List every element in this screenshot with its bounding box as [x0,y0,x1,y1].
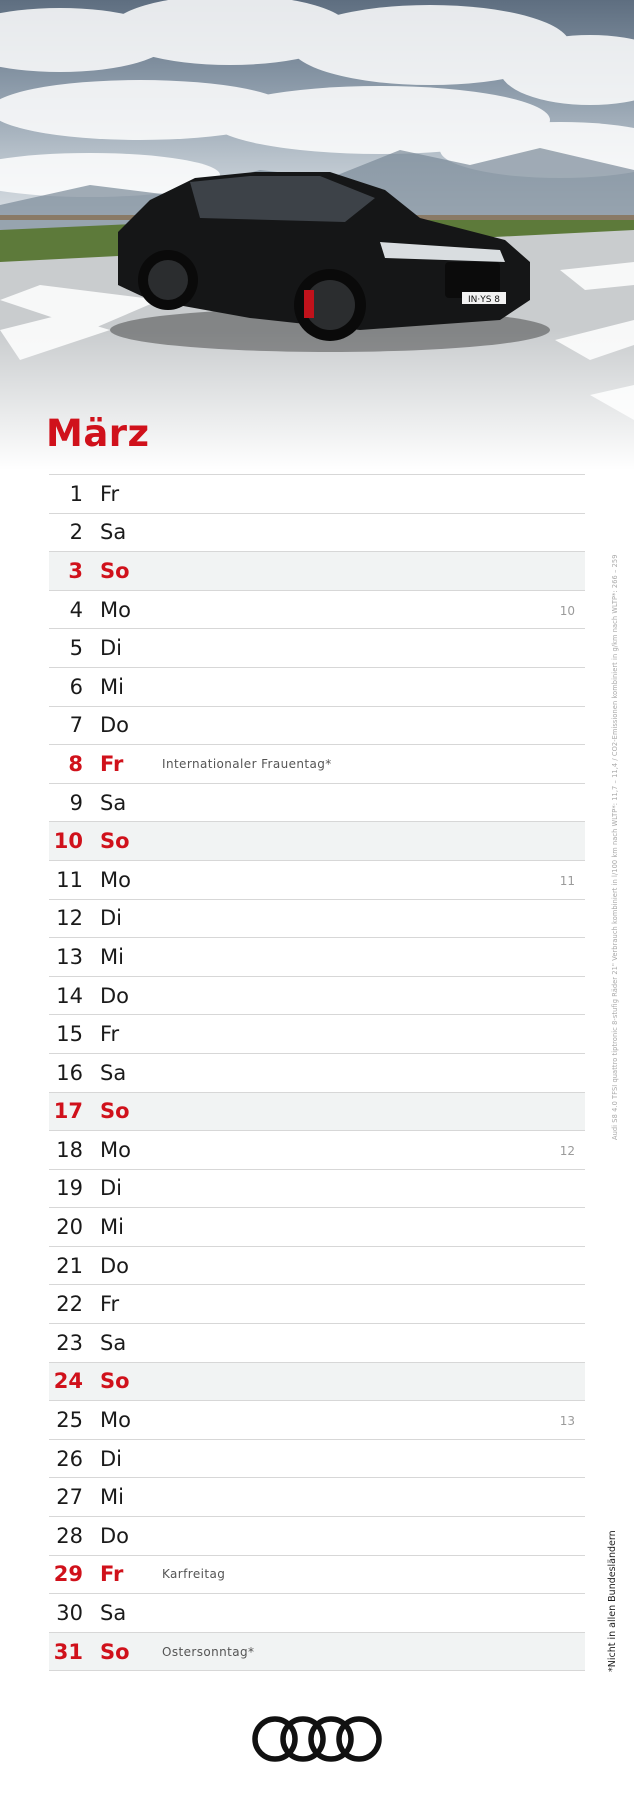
day-number: 18 [56,1137,83,1162]
weekday-name: Sa [100,790,127,815]
holiday-label: Internationaler Frauentag* [162,756,332,771]
calendar-row [49,629,585,668]
calendar-row [49,475,585,514]
day-number: 31 [53,1639,83,1664]
license-plate-text: IN·YS 8 [467,295,501,305]
week-number: 11 [559,873,575,888]
weekday-name: Mi [100,1485,124,1510]
calendar-row [49,977,585,1016]
month-title: März [46,412,150,455]
calendar-row [49,1517,585,1556]
day-number: 21 [56,1253,83,1278]
calendar-row [49,1093,585,1132]
day-number: 2 [69,520,83,545]
calendar-row [49,1170,585,1209]
weekday-name: Do [100,1523,130,1548]
holiday-label: Karfreitag [162,1567,226,1582]
day-number: 10 [53,829,83,854]
weekday-name: Mo [100,867,131,892]
weekday-name: Mo [100,1408,131,1433]
day-number: 23 [56,1330,83,1355]
weekday-name: Mo [100,1137,131,1162]
weekday-name: Sa [100,1060,127,1085]
day-number: 6 [69,674,83,699]
week-number: 10 [559,603,575,618]
calendar-row [49,900,585,939]
day-number: 27 [56,1485,83,1510]
day-number: 1 [69,481,83,506]
holiday-footnote: *Nicht in allen Bundesländern [607,1530,618,1672]
day-number: 3 [68,558,83,583]
day-number: 8 [68,751,83,776]
day-number: 19 [56,1176,83,1201]
day-number: 25 [56,1408,83,1433]
calendar-row [49,1208,585,1247]
calendar-row [49,1247,585,1286]
weekday-name: Sa [100,520,127,545]
calendar-row [49,784,585,823]
day-number: 17 [53,1099,83,1124]
weekday-name: So [100,558,130,583]
day-number: 14 [56,983,83,1008]
calendar-row [49,1594,585,1633]
day-number: 5 [69,636,83,661]
calendar-row [49,1324,585,1363]
weekday-name: Fr [100,751,124,776]
day-number: 28 [56,1523,83,1548]
calendar-row [49,822,585,861]
day-number: 24 [53,1369,83,1394]
weekday-name: Do [100,1253,130,1278]
calendar-row [49,591,585,630]
calendar-row [49,552,585,591]
weekday-name: Sa [100,1330,127,1355]
day-number: 22 [56,1292,83,1317]
day-number: 15 [56,1022,83,1047]
weekday-name: Fr [100,481,120,506]
weekday-name: So [100,1639,130,1664]
calendar-table [49,474,585,1671]
audi-logo [251,1714,383,1764]
calendar-row [49,668,585,707]
day-number: 9 [69,790,83,815]
calendar-row [49,1556,585,1595]
weekday-name: So [100,1369,130,1394]
day-number: 30 [56,1601,83,1626]
day-number: 4 [69,597,83,622]
weekday-name: Mo [100,597,131,622]
weekday-name: Mi [100,1215,124,1240]
weekday-name: Do [100,713,130,738]
calendar-row [49,1131,585,1170]
day-number: 26 [56,1446,83,1471]
calendar-row [49,1401,585,1440]
calendar-row [49,745,585,784]
weekday-name: Sa [100,1601,127,1626]
weekday-name: Mi [100,674,124,699]
day-number: 12 [56,906,83,931]
calendar-row [49,514,585,553]
weekday-name: Fr [100,1022,120,1047]
holiday-label: Ostersonntag* [162,1644,255,1659]
day-number: 29 [53,1562,83,1587]
weekday-name: Do [100,983,130,1008]
header-photo [0,0,634,470]
day-number: 11 [56,867,83,892]
car-photo-illustration [0,0,634,470]
weekday-name: Di [100,1176,123,1201]
day-number: 16 [56,1060,83,1085]
weekday-name: Mi [100,944,124,969]
weekday-name: Di [100,1446,123,1471]
weekday-name: So [100,1099,130,1124]
week-number: 12 [559,1144,575,1159]
calendar-row [49,1054,585,1093]
calendar-row [49,707,585,746]
calendar-row [49,1363,585,1402]
weekday-name: Fr [100,1562,124,1587]
weekday-name: So [100,829,130,854]
day-number: 20 [56,1215,83,1240]
calendar-row [49,1440,585,1479]
day-number: 13 [56,944,83,969]
calendar-row [49,1015,585,1054]
day-number: 7 [69,713,83,738]
calendar-row [49,861,585,900]
weekday-name: Di [100,906,123,931]
vehicle-spec-note: Audi S8 4.0 TFSI quattro tiptronic 8-stufig Räder 21" Verbrauch kombiniert in l/100 km nach WLTP*: 11,7 – 11,4 / CO2-Emissionen kombiniert in g/km nach WLTP*: 266 – 259 [611,554,619,1140]
calendar-row [49,1478,585,1517]
week-number: 13 [559,1414,575,1429]
calendar-row [49,1285,585,1324]
weekday-name: Di [100,636,123,661]
calendar-row [49,1633,585,1672]
weekday-name: Fr [100,1292,120,1317]
calendar-row [49,938,585,977]
